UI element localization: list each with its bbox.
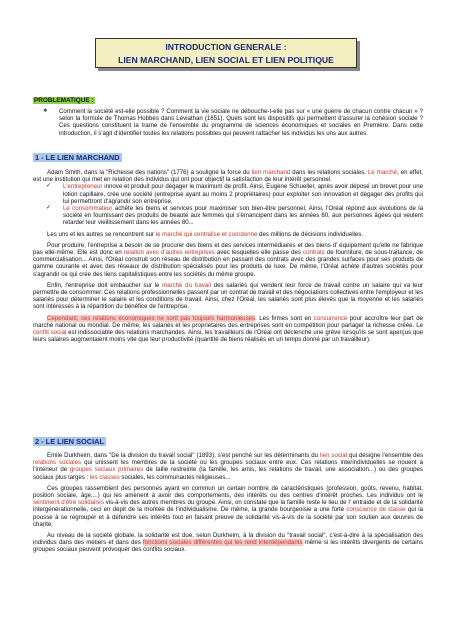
- text-run: achète les biens et services pour maximiser son bien-être personnel. Ainsi, l'Oréal répond aux évolutions de la société en fournissant des produits de beauté aux femmes qui s'émancipent dans les années 60, aux personnes âgées qui veulent retarder leur vieillissement dans les années 80...: [63, 205, 423, 227]
- text-run: qui la pousse à se regrouper et à défendre ses intérêts tout en faisant preuve de solidarité vis-à-vis de la société par son soutien aux œuvres de charité.: [33, 506, 423, 528]
- checkmark-icon: ✓: [46, 183, 52, 190]
- text-run: même si les intérêts divergents de certains groupes sociaux peuvent provoquer des conflits sociaux.: [33, 539, 423, 554]
- text-run: dans les relations sociales.: [290, 169, 368, 176]
- section-2-heading: [33, 437, 106, 446]
- text-run: vis-à-vis des autres membres du groupe. Ainsi, on constate que la famille reste le lieu de l' entraide et de la solidarité intergénérationnelle, ceci en dépit de la montée de l'individualisme. De même, la grande bourgeoisie a une forte: [33, 499, 423, 514]
- title-line-2: LIEN MARCHAND, LIEN SOCIAL ET LIEN POLITIQUE: [118, 55, 334, 65]
- keyword-fonctions-sociales: fonctions sociales différentes qui les rend interdépendants: [142, 539, 303, 547]
- section-1-paragraph-1: [33, 169, 423, 183]
- keyword-consommateur: Le consommateur: [63, 205, 113, 213]
- keyword-conflit-social: conflit social: [33, 329, 67, 337]
- text-run: pour accroître leur part de marché national ou mondial. De même, les salariés et les propriétaires des entreprises sont en compétition pour partager la richesse créée. Le: [33, 314, 423, 329]
- section-1-paragraph-3: [33, 242, 423, 278]
- text-run: des millions de décisions individuelles.: [257, 230, 364, 238]
- keyword-sentiment-solidaires: sentiment d'être solidaires: [33, 499, 104, 507]
- section-1-paragraph-4: [33, 282, 423, 311]
- text-run: , en effet, est une institution qui met en relation des individus qui ont pour objectif la satisfaction de leur intérêt personnel.: [33, 169, 423, 184]
- text-run: . Les firmes sont en: [255, 314, 314, 322]
- keyword-entrepreneur: L'entrepreneur: [63, 183, 103, 191]
- diamond-bullet-icon: ❖: [43, 108, 48, 114]
- text-run: des salariés qui vendent leur force de travail contre un salaire qui va leur permettre de consommer. Ces relations professionnelles passent par un contrat de travail et des négociations collectives entre l'employeur et les salariés pour déterminer le salaire et les conditions de travail. Ainsi, chez l'Oréal, les salariés sont plus élevés que la moyenne et les salariés sont intéressés à la répartition du bénéfice de l'entreprise.: [33, 281, 423, 311]
- problematique-label: PROBLEMATIQUE :: [34, 97, 94, 104]
- text-run: de fourniture, de sous-traitance, de commercialisation... Ainsi, l'Oréal construit son réseau de distribution en passant des contrats avec des grandes surfaces pour ses produits de gamme courante et avec des réseaux de distribution spécialisés pour les produits de luxe. De même, l'Oréal achète d'autres sociétés pour s'agrandir ce qui crée des liens capitalistiques entre les sociétés du même groupe.: [33, 249, 424, 278]
- keyword-lien-social: lien social: [319, 452, 347, 459]
- section-2-paragraph-3: [33, 532, 423, 554]
- text-run: Emile Durkheim, dans "De la division du travail social" (1893), s'est penché sur les déterminants du: [47, 452, 320, 459]
- check-item-entrepreneur: [33, 183, 423, 205]
- keyword-marche-centralise: le marché qui centralise et coordonne: [155, 230, 258, 238]
- text-run: Les uns et les autres se rencontrent sur: [47, 230, 156, 238]
- problematique-block: [33, 108, 423, 137]
- keyword-conscience-de-classe: conscience de classe: [346, 506, 406, 514]
- section-2-paragraph-2: [33, 485, 423, 528]
- keyword-marche-du-travail: marché du travail: [162, 281, 211, 289]
- problematique-bullet: [33, 108, 423, 137]
- keyword-les-classes: les classes: [89, 473, 120, 481]
- page-title: [95, 38, 357, 68]
- section-1-heading-text: 1 - LE LIEN MARCHAND: [35, 153, 120, 162]
- section-2-heading-text: 2 - LE LIEN SOCIAL: [35, 437, 104, 446]
- text-run: qui unissent les membres de la société ou les groupes sociaux entre eux. Ces relations interindividuelles se nouent à l'intérieur de: [33, 459, 423, 474]
- keyword-groupes-primaires: groupes sociaux primaires: [69, 466, 144, 474]
- section-1-paragraph-5: [33, 315, 423, 344]
- text-run: de taille restreinte (la famille, les amis, les relations de travail, une association...) ou des groupes sociaux plus larges :: [33, 466, 423, 481]
- check-item-consommateur: [33, 205, 423, 227]
- keyword-lien-marchand: lien marchand: [251, 169, 291, 176]
- problematique-text: Comment la société est-elle possible ? Comment la vie sociale ne débouche-t-elle pas sur « une guerre de chacun contre chacun » ? selon la formule de Thomas Hobbes dans Léviathan (1651). Quels sont les dispositifs qui permettent d'assurer la cohésion sociale ? Ces questions constituent la trame de l'ensemble du programme de sciences économiques et sociales en Première. Dans cette introduction, il s'agit d'identifier toutes les relations possibles qui peuvent rattacher les individus les uns aux autres.: [59, 108, 423, 137]
- keyword-concurrence: concurrence: [313, 314, 348, 322]
- text-run: sociales, les communautés religieuses...: [119, 473, 231, 481]
- text-run: Enfin, l'entreprise doit embaucher sur le: [47, 281, 163, 289]
- section-1-body: [33, 169, 423, 343]
- section-2-paragraph-1: [33, 452, 423, 481]
- text-run: qui désigne l'ensemble des: [347, 452, 424, 459]
- keyword-relations-sociales: relations sociales: [33, 459, 82, 467]
- text-run: avec lesquelles elle passe des: [214, 249, 304, 257]
- title-line-1: INTRODUCTION GENERALE :: [165, 42, 287, 52]
- section-1-heading: [33, 153, 122, 162]
- section-2-body: [33, 452, 423, 554]
- keyword-contrats: contrats: [303, 249, 325, 257]
- text-run: Adam Smith, dans la "Richesse des nations" (1776) a souligné la force du: [47, 169, 252, 176]
- text-run: innove et produit pour dégager le maximum de profit. Ainsi, Eugène Schueller, après avoir déposé un brevet pour une lotion capillaire, crée une société (entreprise ayant au moins 2 propriétaires) pour exploiter son innovation et dégager des profits qui lui permettront d'agrandir son entreprise.: [63, 183, 423, 205]
- checkmark-icon: ✓: [46, 205, 52, 212]
- keyword-relation-entreprises: relation avec d'autres entreprises: [123, 249, 215, 257]
- keyword-relations-non-harmonieuses: Cependant, ces relations économiques ne sont pas toujours harmonieuses: [47, 314, 256, 322]
- keyword-le-marche: Le marché: [367, 169, 398, 176]
- text-run: Pour produire, l'entreprise a besoin de se procurer des biens et des services intermédiaires et des biens d' équipement qu'elle ne fabrique pas elle-même. Elle est donc en: [33, 241, 423, 257]
- text-run: est indissociable des relations marchandes. Ainsi, les travailleurs de l'Oréal ont déclenché une grève lorsqu'ils se sont aperçus que leurs salaires augmentaient moins vite que leur productivité (quantité de biens réalisés en un temps donné par un travailleur).: [33, 329, 423, 344]
- text-run: Au niveau de la société globale, la solidarité est due, selon Durkheim, à la division du "travail social", c'est-à-dire à la spécialisation des individus dans des métiers et dans des: [33, 532, 423, 547]
- text-run: Ces groupes rassemblent des personnes ayant en commun un certain nombre de caractéristiques (profession, goûts, revenu, habitat, position sociale, âge,...) qui les amènent à avoir des comportements, des intérêts ou des centres d'intérêt proches. Les individus ont le: [33, 484, 423, 500]
- section-1-paragraph-2: [33, 231, 423, 238]
